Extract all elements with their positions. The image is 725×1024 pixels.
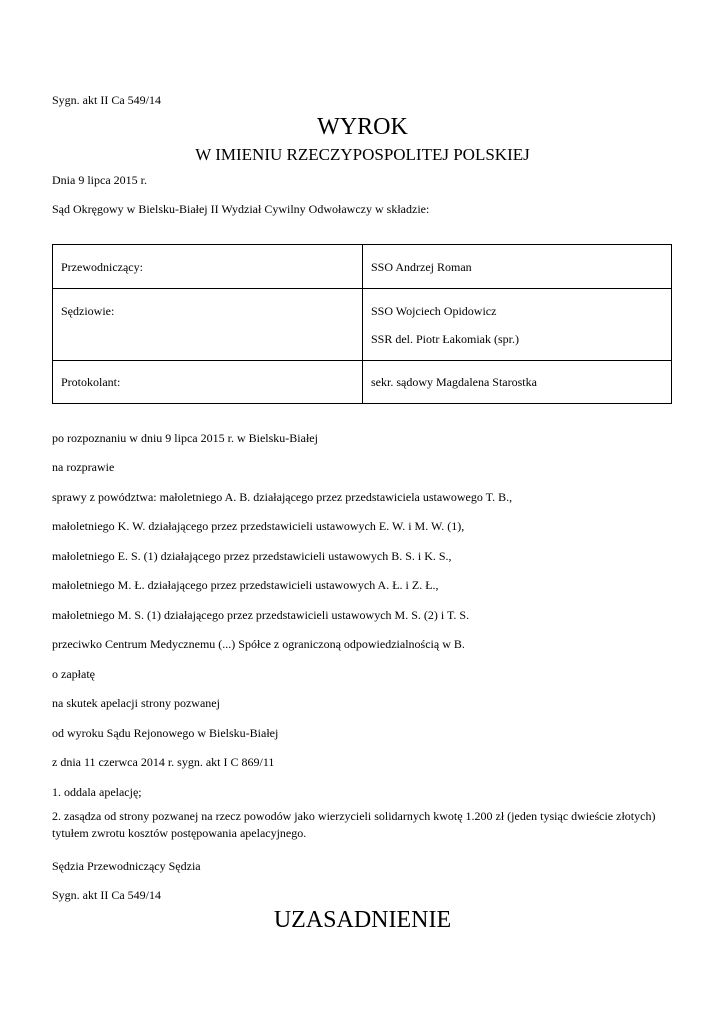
document-title: WYROK bbox=[317, 114, 408, 140]
body-line: na skutek apelacji strony pozwanej bbox=[52, 696, 220, 710]
case-number: Sygn. akt II Ca 549/14 bbox=[52, 93, 161, 107]
body-line: z dnia 11 czerwca 2014 r. sygn. akt I C 869/11 bbox=[52, 755, 275, 769]
panel-label: Przewodniczący: bbox=[61, 260, 143, 274]
court-panel-table bbox=[52, 244, 672, 404]
body-line: od wyroku Sądu Rejonowego w Bielsku-Białej bbox=[52, 726, 279, 740]
table-row bbox=[53, 245, 672, 289]
body-line: po rozpoznaniu w dniu 9 lipca 2015 r. w Bielsku-Białej bbox=[52, 431, 318, 445]
panel-value: SSO Wojciech Opidowicz bbox=[371, 304, 497, 318]
body-line: małoletniego E. S. (1) działającego przez przedstawicieli ustawowych B. S. i K. S., bbox=[52, 549, 452, 563]
judgment-date: Dnia 9 lipca 2015 r. bbox=[52, 173, 147, 187]
panel-label: Protokolant: bbox=[61, 375, 121, 389]
panel-label: Sędziowie: bbox=[61, 304, 115, 318]
court-composition-intro: Sąd Okręgowy w Bielsku-Białej II Wydział Cywilny Odwoławczy w składzie: bbox=[52, 202, 430, 216]
body-line: małoletniego M. Ł. działającego przez przedstawicieli ustawowych A. Ł. i Z. Ł., bbox=[52, 578, 439, 592]
section-heading: UZASADNIENIE bbox=[273, 907, 452, 933]
body-line: sprawy z powództwa: małoletniego A. B. działającego przez przedstawiciela ustawowego T. B., bbox=[52, 490, 513, 504]
table-row bbox=[53, 289, 672, 361]
panel-value: SSO Andrzej Roman bbox=[371, 260, 472, 274]
document-subtitle: W IMIENIU RZECZYPOSPOLITEJ POLSKIEJ bbox=[195, 145, 530, 164]
case-number-2: Sygn. akt II Ca 549/14 bbox=[52, 888, 161, 902]
body-line: małoletniego K. W. działającego przez przedstawicieli ustawowych E. W. i M. W. (1), bbox=[52, 519, 465, 533]
table-row bbox=[53, 361, 672, 404]
body-line: przeciwko Centrum Medycznemu (...) Spółce z ograniczoną odpowiedzialnością w B. bbox=[52, 637, 465, 651]
body-line: na rozprawie bbox=[52, 460, 115, 474]
signature-line: Sędzia Przewodniczący Sędzia bbox=[52, 859, 201, 873]
body-line: o zapłatę bbox=[52, 667, 95, 681]
body-line: małoletniego M. S. (1) działającego przez przedstawicieli ustawowych M. S. (2) i T. S. bbox=[52, 608, 470, 622]
ruling-point-1: 1. oddala apelację; bbox=[52, 785, 142, 799]
ruling-point-2: 2. zasądza od strony pozwanej na rzecz powodów jako wierzycieli solidarnych kwotę 1.200 zł (jeden tysiąc dwieście złotych) tytułem zwrotu kosztów postępowania apelacyjnego. bbox=[52, 809, 656, 840]
panel-value: sekr. sądowy Magdalena Starostka bbox=[371, 375, 537, 389]
panel-value: SSR del. Piotr Łakomiak (spr.) bbox=[371, 332, 519, 346]
